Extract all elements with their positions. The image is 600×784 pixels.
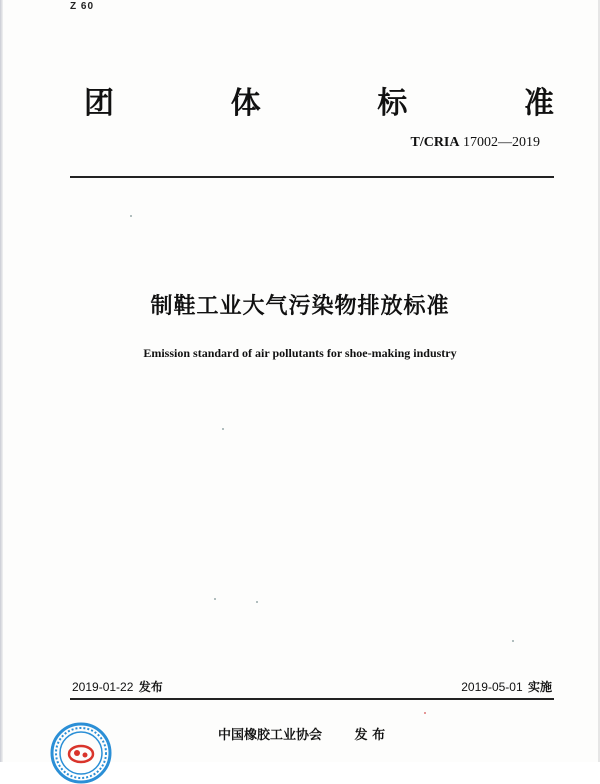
top-divider: [70, 176, 554, 178]
standard-type-char: 体: [230, 86, 261, 121]
standard-type-char: 标: [377, 86, 408, 121]
publisher-name: 中国橡胶工业协会: [218, 728, 323, 743]
standard-number: [410, 135, 540, 151]
standard-number-prefix: T/CRIA: [410, 135, 460, 150]
scan-speck: [256, 601, 258, 603]
standard-type-heading: [84, 78, 554, 122]
scan-speck: [512, 640, 514, 642]
issue-date-label: 发布: [138, 680, 163, 694]
scan-speck: [130, 215, 132, 217]
issue-date: [72, 678, 163, 695]
issue-date-value: 2019-01-22: [72, 680, 134, 694]
standard-type-char: 准: [523, 86, 554, 121]
title-chinese: 制鞋工业大气污染物排放标准: [150, 294, 450, 319]
implementation-date: [461, 678, 552, 695]
classification-code: Z 60: [70, 1, 95, 12]
standard-number-value: 17002—2019: [463, 135, 540, 150]
title-english: Emission standard of air pollutants for shoe-making industry: [143, 346, 457, 360]
scan-speck: [222, 428, 224, 430]
implementation-date-value: 2019-05-01: [461, 680, 523, 694]
implementation-date-label: 实施: [527, 680, 552, 694]
bottom-divider: [70, 698, 554, 700]
scan-edge-left: [0, 0, 3, 762]
publisher-line: [218, 724, 385, 743]
scan-speck: [214, 598, 216, 600]
standard-type-char: 团: [84, 86, 114, 121]
scan-speck: [424, 712, 426, 714]
association-seal-icon: [50, 722, 112, 784]
publisher-verb: 发 布: [354, 728, 386, 743]
